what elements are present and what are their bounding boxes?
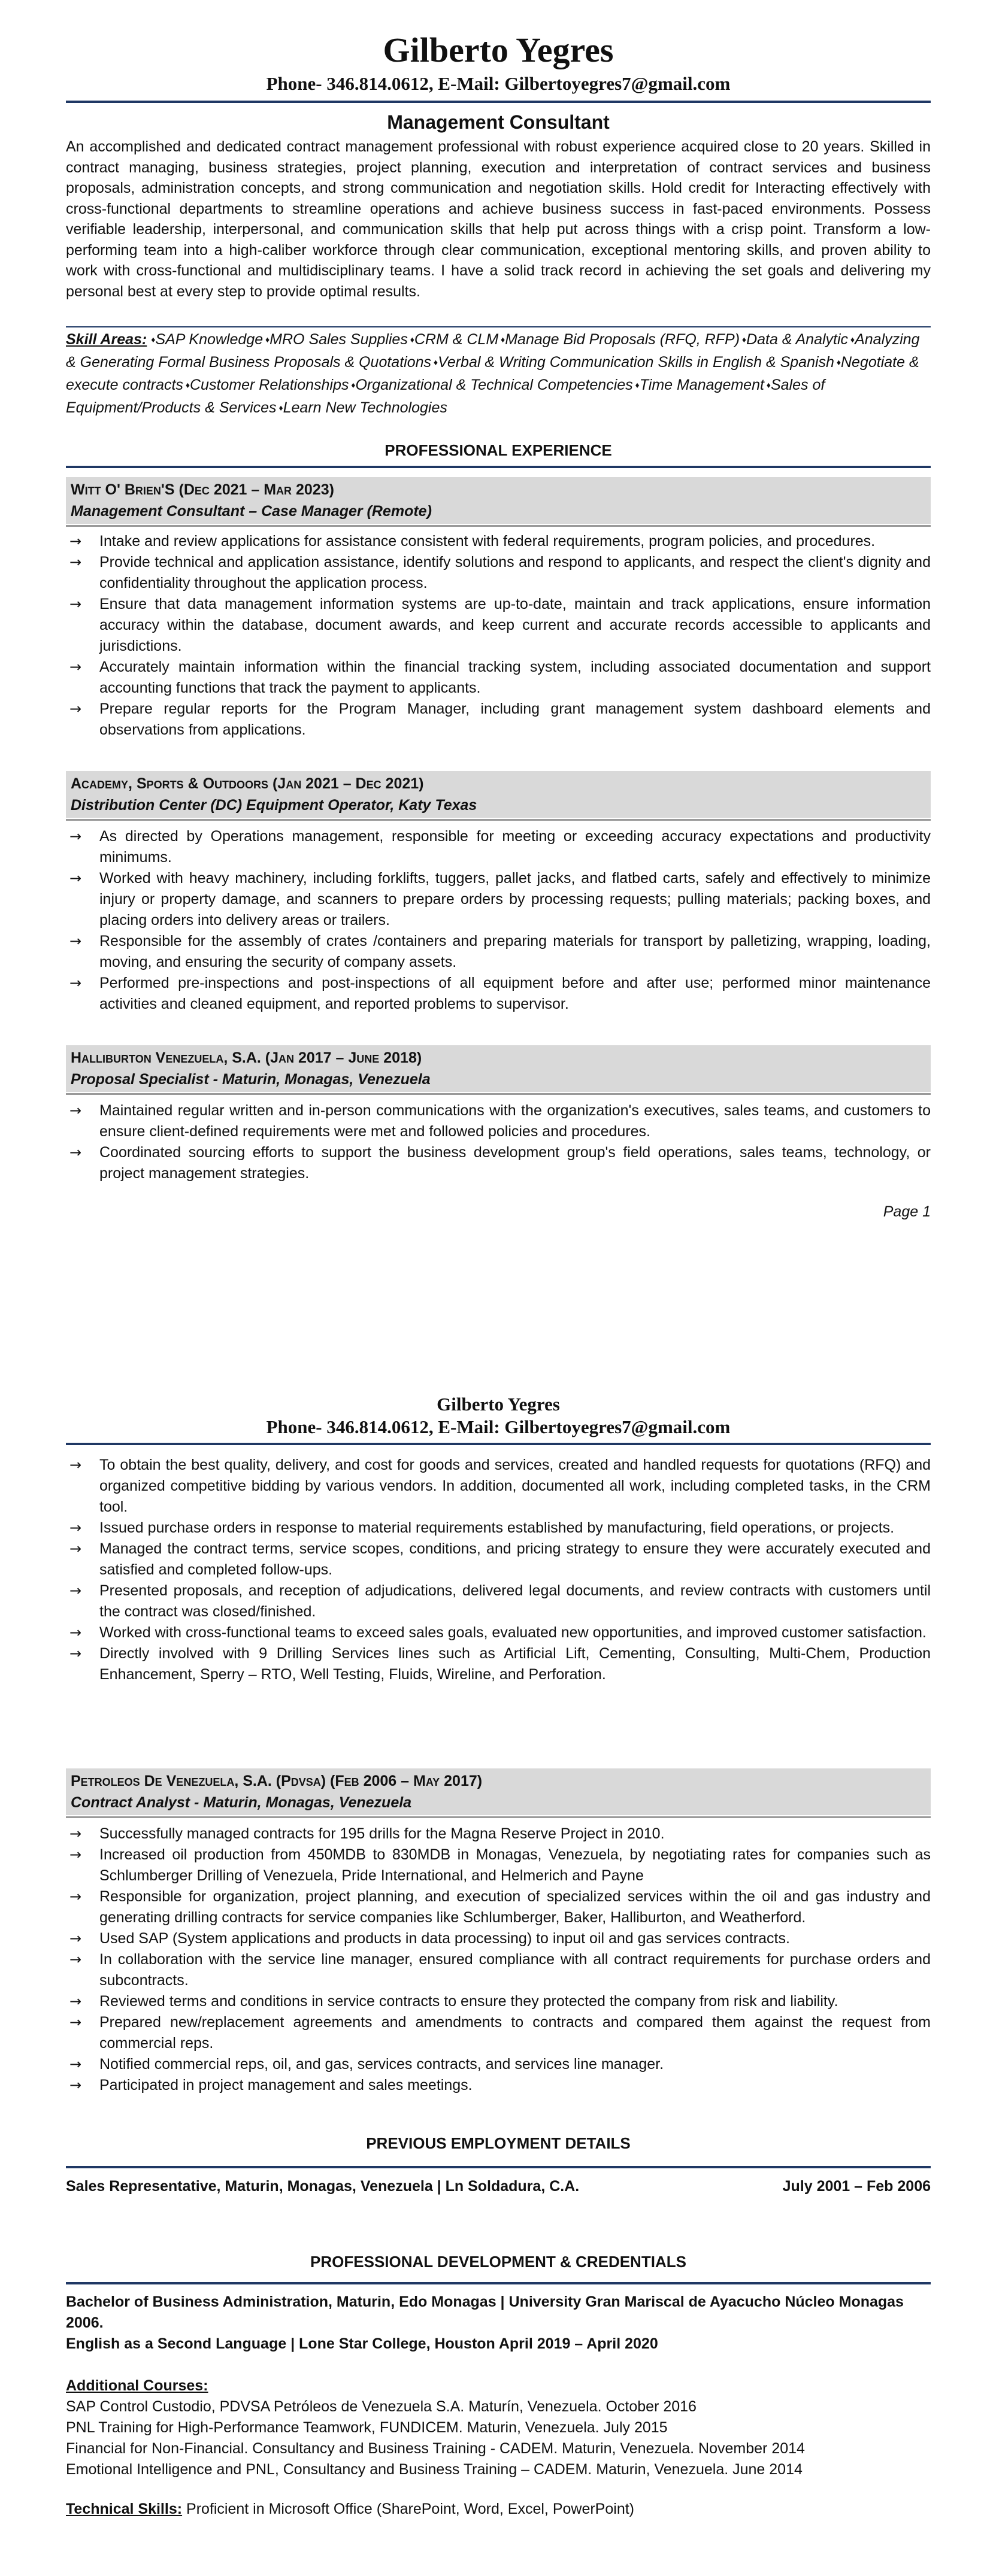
previous-employment-divider xyxy=(66,2166,931,2168)
skill-areas-label: Skill Areas: xyxy=(66,331,147,348)
bullet-item xyxy=(66,1823,931,1844)
job-header xyxy=(66,1045,931,1092)
bullet-item xyxy=(66,826,931,868)
job-bullets xyxy=(66,826,931,1015)
bullet-text: Directly involved with 9 Drilling Services lines such as Artificial Lift, Cementing, Consulting, Multi-Chem, Production Enhancement, Sperry – RTO, Well Testing, Fluids, Wireline, and Perforation. xyxy=(99,1645,931,1683)
technical-skills-label: Technical Skills: xyxy=(66,2501,183,2517)
technical-skills-value: Proficient in Microsoft Office (SharePoint, Word, Excel, PowerPoint) xyxy=(186,2501,634,2517)
bullet-item xyxy=(66,1518,931,1539)
job-role: Contract Analyst - Maturin, Monagas, Venezuela xyxy=(71,1794,412,1811)
bullet-item xyxy=(66,1100,931,1142)
arrow-right-icon: → xyxy=(69,554,82,571)
arrow-right-icon: → xyxy=(69,1540,82,1557)
bullet-text: Intake and review applications for assistance consistent with federal requirements, program policies, and procedures. xyxy=(99,533,876,550)
arrow-right-icon: → xyxy=(69,700,82,717)
bullet-list xyxy=(66,826,931,1015)
additional-courses xyxy=(66,2375,931,2480)
bullet-text: Performed pre-inspections and post-inspections of all equipment before and after use; performed minor maintenance activities and cleaned equipment, and reported problems to supervisor. xyxy=(99,975,931,1012)
job-bullets-continued xyxy=(66,1455,931,1685)
skill-item: Data & Analytic xyxy=(746,331,849,348)
arrow-right-icon: → xyxy=(69,596,82,612)
diamond-icon: ♦ xyxy=(407,335,414,344)
bullet-item xyxy=(66,1539,931,1580)
bullet-text: Used SAP (System applications and products in data processing) to input oil and gas services contracts. xyxy=(99,1930,790,1947)
diamond-icon: ♦ xyxy=(183,380,190,390)
bullet-text: Reviewed terms and conditions in service contracts to ensure they protected the company from risk and liability. xyxy=(99,1993,838,2010)
previous-employment-position: Sales Representative, Maturin, Monagas, Venezuela | Ln Soldadura, C.A. xyxy=(66,2178,580,2195)
bullet-text: To obtain the best quality, delivery, and cost for goods and services, created and handled requests for quotations (RFQ) and organized competitive bidding by various vendors. In addition, documented all work, including completed tasks, in the CRM tool. xyxy=(99,1457,931,1515)
arrow-right-icon: → xyxy=(69,1846,82,1863)
job-role: Distribution Center (DC) Equipment Operator, Katy Texas xyxy=(71,797,477,814)
bullet-text: As directed by Operations management, responsible for meeting or exceeding accuracy expectations and productivity minimums. xyxy=(99,828,931,866)
job-divider xyxy=(66,819,931,821)
bullet-text: Prepare regular reports for the Program Manager, including grant management system dashboard elements and observations from applications. xyxy=(99,700,931,738)
job-company: Academy, Sports & Outdoors (Jan 2021 – Dec 2021) xyxy=(71,775,424,792)
arrow-right-icon: → xyxy=(69,1624,82,1641)
additional-courses-label: Additional Courses: xyxy=(66,2377,208,2394)
skill-item: Time Management xyxy=(639,377,764,393)
bullet-text: Issued purchase orders in response to material requirements established by manufacturing, field operations, or projects. xyxy=(99,1519,895,1536)
section-title-experience: PROFESSIONAL EXPERIENCE xyxy=(384,441,612,459)
contact-line: Phone- 346.814.0612, E-Mail: Gilbertoyegres7@gmail.com xyxy=(266,73,731,94)
diamond-icon: ♦ xyxy=(834,357,841,367)
bullet-item xyxy=(66,2012,931,2054)
bullet-text: Presented proposals, and reception of adjudications, delivered legal documents, and review contracts with customers until the contract was closed/finished. xyxy=(99,1582,931,1620)
skill-item: Learn New Technologies xyxy=(283,399,447,416)
bullet-item xyxy=(66,1142,931,1184)
arrow-right-icon: → xyxy=(69,975,82,991)
arrow-right-icon: → xyxy=(69,1144,82,1161)
bullet-item xyxy=(66,1844,931,1886)
arrow-right-icon: → xyxy=(69,1930,82,1947)
diamond-icon: ♦ xyxy=(263,335,270,344)
bullet-item xyxy=(66,1622,931,1643)
resume-page-2 xyxy=(0,1377,987,2576)
arrow-right-icon: → xyxy=(69,1645,82,1662)
job-bullets xyxy=(66,1100,931,1184)
candidate-name: Gilberto Yegres xyxy=(437,1394,560,1415)
bullet-text: Accurately maintain information within the financial tracking system, including associated documentation and support accounting functions that track the payment to applicants. xyxy=(99,659,931,696)
candidate-name: Gilberto Yegres xyxy=(383,31,614,69)
bullet-item xyxy=(66,1886,931,1928)
bullet-item xyxy=(66,657,931,699)
arrow-right-icon: → xyxy=(69,2056,82,2073)
bullet-item xyxy=(66,531,931,552)
skill-item: SAP Knowledge xyxy=(155,331,264,348)
arrow-right-icon: → xyxy=(69,1457,82,1473)
education-language: English as a Second Language | Lone Star College, Houston April 2019 – April 2020 xyxy=(66,2335,658,2352)
arrow-right-icon: → xyxy=(69,1888,82,1905)
technical-skills xyxy=(66,2499,931,2520)
job-divider xyxy=(66,1816,931,1818)
course-item: Emotional Intelligence and PNL, Consultancy and Business Training – CADEM. Maturin, Venezuela. June 2014 xyxy=(66,2461,803,2478)
arrow-right-icon: → xyxy=(69,1519,82,1536)
bullet-item xyxy=(66,973,931,1015)
skill-item: MRO Sales Supplies xyxy=(270,331,408,348)
section-title-previous-employment: PREVIOUS EMPLOYMENT DETAILS xyxy=(366,2134,631,2152)
skill-item: Verbal & Writing Communication Skills in English & Spanish xyxy=(438,354,834,371)
professional-title: Management Consultant xyxy=(387,111,610,133)
bullet-text: Ensure that data management information systems are up-to-date, maintain and track applications, ensure information accuracy within the database, document awards, and keep current and accurate records accessible to applicants and jurisdictions. xyxy=(99,596,931,654)
contact-line: Phone- 346.814.0612, E-Mail: Gilbertoyegres7@gmail.com xyxy=(266,1416,731,1437)
credentials-divider xyxy=(66,2282,931,2284)
diamond-icon: ♦ xyxy=(740,335,747,344)
arrow-right-icon: → xyxy=(69,2014,82,2031)
page-number: Page 1 xyxy=(883,1203,931,1220)
bullet-text: Prepared new/replacement agreements and amendments to contracts and compared them against the request from commercial reps. xyxy=(99,2014,931,2052)
skill-areas-list xyxy=(66,331,920,416)
diamond-icon: ♦ xyxy=(151,335,156,344)
bullet-list xyxy=(66,1823,931,2096)
bullet-text: Responsible for the assembly of crates /containers and preparing materials for transport by palletizing, wrapping, loading, moving, and ensuring the security of company assets. xyxy=(99,933,931,970)
bullet-item xyxy=(66,1643,931,1685)
arrow-right-icon: → xyxy=(69,1993,82,2010)
bullet-text: In collaboration with the service line manager, ensured compliance with all contract requirements for purchase orders and subcontracts. xyxy=(99,1951,931,1989)
arrow-right-icon: → xyxy=(69,1102,82,1119)
education-degree: Bachelor of Business Administration, Maturin, Edo Monagas | University Gran Mariscal de Ayacucho Núcleo Monagas 2006. xyxy=(66,2293,904,2331)
job-divider xyxy=(66,525,931,527)
job-company: Petroleos De Venezuela, S.A. (Pdvsa) (Feb 2006 – May 2017) xyxy=(71,1773,483,1789)
job-header xyxy=(66,477,931,524)
bullet-item xyxy=(66,1580,931,1622)
summary-paragraph: An accomplished and dedicated contract management professional with robust experience acquired close to 20 years. Skilled in contract managing, business strategies, project planning, execution and interpretation of contract services and business proposals, administration concepts, and strong communication and negotiation skills. Hold credit for Interacting effectively with cross-functional departments to streamline operations and achieve business success in fast-paced environments. Possess verifiable leadership, interpersonal, and communication skills that help put across things with a crisp point. Transform a low-performing team into a high-caliber workforce through clear communication, exceptional mentoring skills, and proven ability to work with cross-functional and multidisciplinary teams. I have a solid track record in achieving the set goals and delivering my personal best at every step to provide optimal results. xyxy=(66,138,931,300)
bullet-item xyxy=(66,699,931,741)
bullet-item xyxy=(66,1991,931,2012)
bullet-text: Managed the contract terms, service scopes, conditions, and pricing strategy to ensure they were accurately executed and satisfied and completed follow-ups. xyxy=(99,1540,931,1578)
bullet-text: Responsible for organization, project planning, and execution of specialized services within the oil and gas industry and generating drilling contracts for service companies like Schlumberger, Baker, Halliburton, and Weatherford. xyxy=(99,1888,931,1926)
previous-employment-dates: July 2001 – Feb 2006 xyxy=(782,2178,931,2195)
arrow-right-icon: → xyxy=(69,659,82,675)
bullet-text: Participated in project management and sales meetings. xyxy=(99,2077,473,2093)
bullet-item xyxy=(66,868,931,931)
skill-item: CRM & CLM xyxy=(414,331,499,348)
diamond-icon: ♦ xyxy=(632,380,640,390)
header-divider xyxy=(66,101,931,103)
diamond-icon: ♦ xyxy=(349,380,356,390)
bullet-text: Increased oil production from 450MDB to 830MDB in Monagas, Venezuela, by negotiating rates for companies such as Schlumberger Drilling of Venezuela, Pride International, and Helmerich and Payne xyxy=(99,1846,931,1884)
skill-item: Manage Bid Proposals (RFQ, RFP) xyxy=(505,331,740,348)
course-item: PNL Training for High-Performance Teamwork, FUNDICEM. Maturin, Venezuela. July 2015 xyxy=(66,2419,668,2436)
job-header xyxy=(66,771,931,818)
bullet-item xyxy=(66,594,931,657)
bullet-text: Successfully managed contracts for 195 drills for the Magna Reserve Project in 2010. xyxy=(99,1825,665,1842)
bullet-item xyxy=(66,931,931,973)
bullet-item xyxy=(66,1928,931,1949)
job-header xyxy=(66,1768,931,1815)
job-role: Proposal Specialist - Maturin, Monagas, Venezuela xyxy=(71,1071,431,1088)
job-bullets xyxy=(66,1823,931,2096)
arrow-right-icon: → xyxy=(69,2077,82,2093)
arrow-right-icon: → xyxy=(69,828,82,845)
bullet-list xyxy=(66,1100,931,1184)
arrow-right-icon: → xyxy=(69,1825,82,1842)
bullet-list xyxy=(66,1455,931,1685)
job-company: Halliburton Venezuela, S.A. (Jan 2017 – June 2018) xyxy=(71,1049,422,1066)
arrow-right-icon: → xyxy=(69,1582,82,1599)
diamond-icon: ♦ xyxy=(431,357,438,367)
arrow-right-icon: → xyxy=(69,933,82,949)
bullet-text: Coordinated sourcing efforts to support the business development group's field operations, sales teams, technology, or project management strategies. xyxy=(99,1144,931,1182)
arrow-right-icon: → xyxy=(69,1951,82,1968)
skill-item: Analyzing & Generating Formal Business Proposals & Quotations xyxy=(66,331,920,371)
bullet-list xyxy=(66,531,931,741)
bullet-item xyxy=(66,1949,931,1991)
bullet-text: Maintained regular written and in-person communications with the organization's executives, sales teams, and customers to ensure client-defined requirements were met and followed policies and procedures. xyxy=(99,1102,931,1140)
skill-item: Negotiate & execute contracts xyxy=(66,354,919,393)
bullet-item xyxy=(66,552,931,594)
bullet-text: Worked with heavy machinery, including forklifts, tuggers, pallet jacks, and flatbed carts, safely and effectively to minimize injury or property damage, and scanners to prepare orders by processing requests; pulling materials; packing boxes, and placing orders into delivery areas or trailers. xyxy=(99,870,931,929)
skill-item: Sales of Equipment/Products & Services xyxy=(66,377,825,416)
bullet-text: Provide technical and application assistance, identify solutions and respond to applicants, and respect the client's dignity and confidentiality throughout the application process. xyxy=(99,554,931,591)
job-company: Witt O' Brien'S (Dec 2021 – Mar 2023) xyxy=(71,481,334,498)
arrow-right-icon: → xyxy=(69,533,82,550)
bullet-item xyxy=(66,1455,931,1518)
bullet-item xyxy=(66,2075,931,2096)
previous-employment-row xyxy=(66,2178,931,2195)
diamond-icon: ♦ xyxy=(498,335,505,344)
bullet-text: Worked with cross-functional teams to exceed sales goals, evaluated new opportunities, and improved customer satisfaction. xyxy=(99,1624,927,1641)
job-bullets xyxy=(66,531,931,741)
course-item: SAP Control Custodio, PDVSA Petróleos de Venezuela S.A. Maturín, Venezuela. October 2016 xyxy=(66,2398,697,2415)
skill-areas xyxy=(66,329,931,420)
job-divider xyxy=(66,1093,931,1095)
header-divider xyxy=(66,1443,931,1445)
course-item: Financial for Non-Financial. Consultancy and Business Training - CADEM. Maturin, Venezuela. November 2014 xyxy=(66,2440,805,2457)
arrow-right-icon: → xyxy=(69,870,82,887)
experience-divider xyxy=(66,466,931,468)
skill-item: Customer Relationships xyxy=(189,377,349,393)
job-role: Management Consultant – Case Manager (Remote) xyxy=(71,503,432,520)
bullet-text: Notified commercial reps, oil, and gas, services contracts, and services line manager. xyxy=(99,2056,664,2073)
diamond-icon: ♦ xyxy=(764,380,771,390)
education-block xyxy=(66,2292,931,2354)
diamond-icon: ♦ xyxy=(848,335,855,344)
section-title-credentials: PROFESSIONAL DEVELOPMENT & CREDENTIALS xyxy=(310,2253,686,2271)
bullet-item xyxy=(66,2054,931,2075)
diamond-icon: ♦ xyxy=(276,403,283,412)
skill-item: Organizational & Technical Competencies xyxy=(355,377,633,393)
skills-divider xyxy=(66,326,931,327)
